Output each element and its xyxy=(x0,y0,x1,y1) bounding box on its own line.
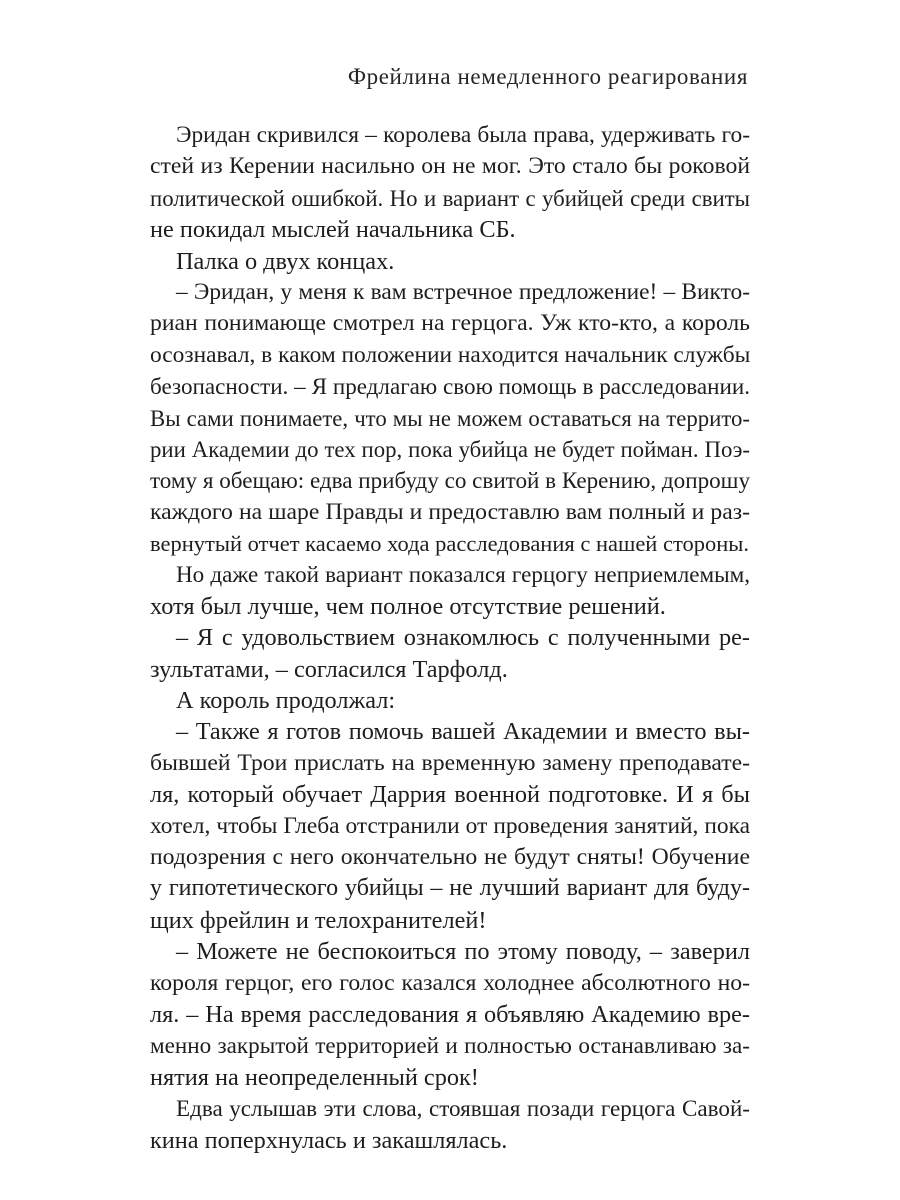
text-line: менно закрытой территорией и полностью останавливаю за- xyxy=(150,1032,750,1059)
text-line: бывшей Трои прислать на временную замену преподавате- xyxy=(150,749,750,776)
body-text xyxy=(150,120,750,1156)
text-line: – Можете не беспокоиться по этому поводу, – заверил xyxy=(176,938,750,966)
text-line: у гипотетического убийцы – не лучший вариант для буду- xyxy=(150,875,750,902)
text-line: ля. – На время расследования я объявляю Академию вре- xyxy=(150,1000,750,1028)
text-line: ля, который обучает Даррия военной подготовке. И я бы xyxy=(150,781,750,809)
text-line: политической ошибкой. Но и вариант с убийцей среди свиты xyxy=(150,185,750,211)
text-line: рии Академии до тех пор, пока убийца не будет пойман. Поэ- xyxy=(150,436,750,462)
text-line: – Также я готов помочь вашей Академии и вместо вы- xyxy=(176,718,750,746)
text-line: зультатами, – согласился Тарфолд. xyxy=(150,655,508,683)
text-line: Едва услышав эти слова, стоявшая позади герцога Савой- xyxy=(176,1095,750,1122)
text-line: хотел, чтобы Глеба отстранили от проведения занятий, пока xyxy=(150,812,750,839)
text-line: вернутый отчет касаемо хода расследования с нашей стороны. xyxy=(150,531,750,557)
text-line: хотя был лучше, чем полное отсутствие решений. xyxy=(150,592,666,620)
text-line: не покидал мыслей начальника СБ. xyxy=(150,216,516,244)
text-line: Но даже такой вариант показался герцогу неприемлемым, xyxy=(176,561,750,588)
text-line: Эридан скривился – королева была права, удерживать го- xyxy=(176,122,750,148)
text-line: А король продолжал: xyxy=(176,687,396,715)
text-line: тому я обещаю: едва прибуду со свитой в Керению, допрошу xyxy=(150,467,750,494)
text-line: – Я с удовольствием ознакомлюсь с полученными ре- xyxy=(176,624,750,652)
text-line: каждого на шаре Правды и предоставлю вам полный и раз- xyxy=(150,498,750,525)
text-line: нятия на неопределенный срок! xyxy=(150,1063,479,1091)
text-line: короля герцог, его голос казался холоднее абсолютного но- xyxy=(150,969,750,996)
text-line: – Эридан, у меня к вам встречное предложение! – Викто- xyxy=(176,278,750,305)
running-head: Фрейлина немедленного реагирования xyxy=(347,64,748,89)
text-line: стей из Керении насильно он не мог. Это стало бы роковой xyxy=(150,153,750,180)
text-line: безопасности. – Я предлагаю свою помощь в расследовании. xyxy=(150,373,750,400)
text-line: щих фрейлин и телохранителей! xyxy=(150,906,487,934)
text-line: Палка о двух концах. xyxy=(176,247,395,275)
text-line: риан понимающе смотрел на герцога. Уж кто-кто, а король xyxy=(150,310,750,337)
text-line: подозрения с него окончательно не будут сняты! Обучение xyxy=(150,843,750,870)
text-line: осознавал, в каком положении находится начальник службы xyxy=(150,341,750,368)
text-line: Вы сами понимаете, что мы не можем оставаться на террито- xyxy=(150,405,750,431)
text-line: кина поперхнулась и закашлялась. xyxy=(150,1126,508,1154)
